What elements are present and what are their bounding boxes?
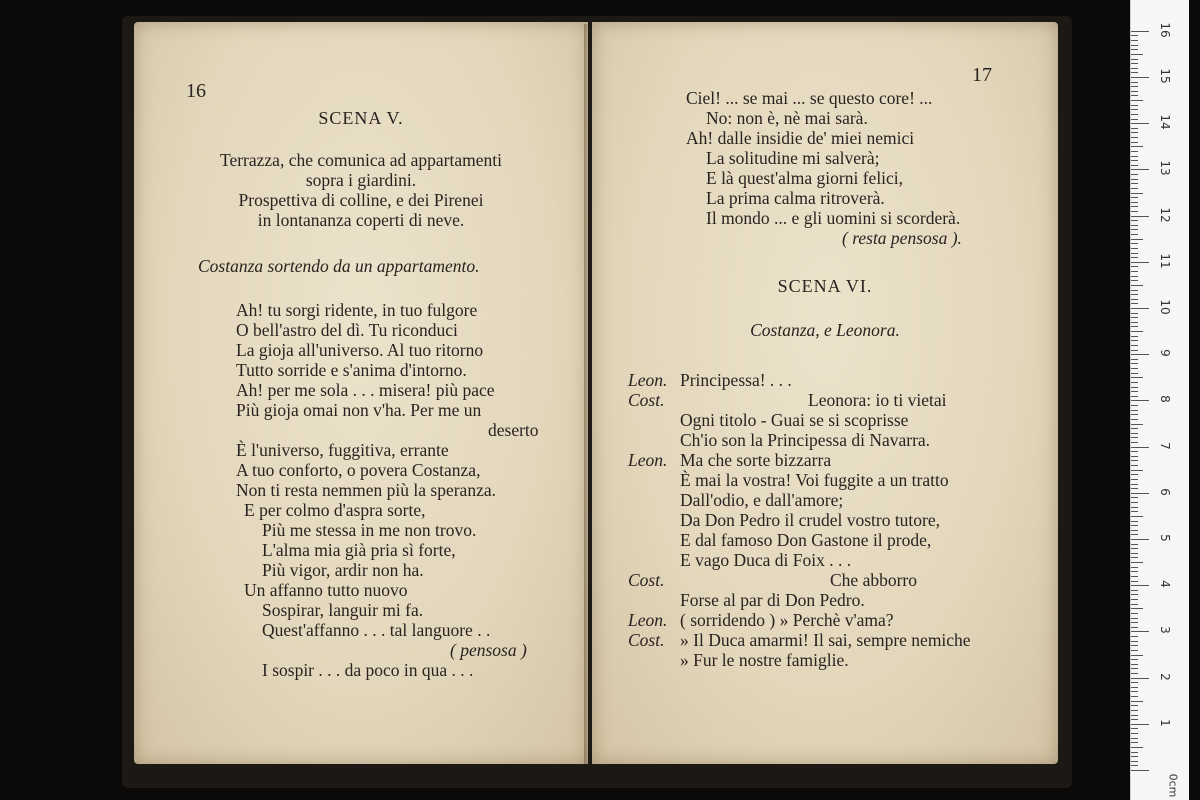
- ruler-tick: [1131, 497, 1138, 498]
- stage-direction: ( pensosa ): [450, 640, 527, 660]
- ruler-tick: [1131, 742, 1138, 743]
- ruler-tick: [1131, 363, 1138, 364]
- ruler-tick: [1131, 220, 1138, 221]
- page-number: 17: [972, 64, 992, 86]
- ruler-tick: [1131, 479, 1138, 480]
- ruler-tick: [1131, 109, 1138, 110]
- ruler-tick: [1131, 622, 1138, 623]
- ruler-tick: [1131, 428, 1138, 429]
- verse-line: E per colmo d'aspra sorte,: [244, 500, 426, 520]
- scene-characters: Costanza, e Leonora.: [750, 320, 900, 340]
- ruler-tick: [1131, 91, 1138, 92]
- verse-line: No: non è, nè mai sarà.: [706, 108, 868, 128]
- ruler-tick: [1131, 271, 1138, 272]
- ruler-tick: [1131, 590, 1138, 591]
- ruler-tick: [1131, 599, 1138, 600]
- verse-line: È l'universo, fuggitiva, errante: [236, 440, 449, 460]
- ruler-tick: [1131, 350, 1138, 351]
- verse-line: Più gioja omai non v'ha. Per me un: [236, 400, 482, 420]
- ruler-tick: [1131, 211, 1138, 212]
- ruler-tick: [1131, 137, 1138, 138]
- verse-line: Ah! per me sola . . . misera! più pace: [236, 380, 495, 400]
- verse-line: Più me stessa in me non trovo.: [262, 520, 477, 540]
- ruler-tick: [1131, 151, 1138, 152]
- ruler-tick: [1131, 738, 1138, 739]
- ruler-tick: [1131, 424, 1143, 425]
- ruler-tick: [1131, 567, 1138, 568]
- ruler-tick: [1131, 105, 1138, 106]
- ruler-tick: [1131, 359, 1138, 360]
- ruler-tick: [1131, 673, 1138, 674]
- ruler-tick: [1131, 451, 1138, 452]
- ruler-tick: [1131, 613, 1138, 614]
- ruler-tick: [1131, 604, 1138, 605]
- ruler-tick: [1131, 544, 1138, 545]
- setting-line: in lontananza coperti di neve.: [257, 210, 465, 230]
- ruler-tick: [1131, 188, 1138, 189]
- verse-line: I sospir . . . da poco in qua . . .: [262, 660, 474, 680]
- ruler-tick: [1131, 95, 1138, 96]
- ruler-number: 9: [1158, 349, 1172, 357]
- ruler-tick: [1131, 243, 1138, 244]
- ruler-tick: [1131, 525, 1138, 526]
- dialogue-line: ( sorridendo ) » Perchè v'ama?: [680, 610, 894, 630]
- ruler-tick: [1131, 756, 1138, 757]
- ruler-tick: [1131, 239, 1143, 240]
- ruler-tick: [1131, 68, 1138, 69]
- ruler-tick: [1131, 169, 1149, 170]
- speaker-label: Cost.: [628, 570, 665, 590]
- ruler-tick: [1131, 696, 1138, 697]
- ruler-tick: [1131, 691, 1138, 692]
- ruler-tick: [1131, 174, 1138, 175]
- ruler-tick: [1131, 710, 1138, 711]
- ruler-tick: [1131, 119, 1138, 120]
- ruler-tick: [1131, 86, 1138, 87]
- ruler-tick: [1131, 146, 1143, 147]
- ruler-tick: [1131, 618, 1138, 619]
- dialogue-line: Forse al par di Don Pedro.: [680, 590, 865, 610]
- ruler-tick: [1131, 470, 1143, 471]
- stage-direction: ( resta pensosa ).: [842, 228, 962, 248]
- ruler-tick: [1131, 488, 1138, 489]
- ruler-tick: [1131, 35, 1138, 36]
- ruler-tick: [1131, 645, 1138, 646]
- ruler-tick: [1131, 54, 1143, 55]
- ruler-number: 7: [1158, 441, 1172, 450]
- dialogue-line: » Fur le nostre famiglie.: [680, 650, 849, 670]
- speaker-label: Cost.: [628, 390, 665, 410]
- ruler-tick: [1131, 382, 1138, 383]
- verse-line: E là quest'alma giorni felici,: [706, 168, 904, 188]
- ruler-tick: [1131, 576, 1138, 577]
- ruler-tick: [1131, 465, 1138, 466]
- dialogue-line: Ch'io son la Principessa di Navarra.: [680, 430, 931, 450]
- ruler-tick: [1131, 456, 1138, 457]
- ruler-tick: [1131, 511, 1138, 512]
- dialogue-line: Dall'odio, e dall'amore;: [680, 490, 844, 510]
- ruler-tick: [1131, 594, 1138, 595]
- ruler-tick: [1131, 308, 1149, 309]
- setting-line: Terrazza, che comunica ad appartamenti: [219, 150, 502, 170]
- right-page: [592, 22, 1058, 764]
- ruler-tick: [1131, 705, 1138, 706]
- verse-line: L'alma mia già pria sì forte,: [262, 540, 456, 560]
- verse-line: A tuo conforto, o povera Costanza,: [236, 460, 481, 480]
- ruler-tick: [1131, 49, 1138, 50]
- ruler-tick: [1131, 655, 1143, 656]
- ruler-tick: [1131, 313, 1138, 314]
- ruler-tick: [1131, 728, 1138, 729]
- stage-direction: Costanza sortendo da un appartamento.: [198, 256, 480, 276]
- dialogue-line: Principessa! . . .: [680, 370, 792, 390]
- ruler-number: 12: [1158, 206, 1172, 223]
- ruler-tick: [1131, 45, 1138, 46]
- verse-line: La gioja all'universo. Al tuo ritorno: [236, 340, 484, 360]
- verse-line: Un affanno tutto nuovo: [244, 580, 408, 600]
- ruler-tick: [1131, 516, 1143, 517]
- ruler-tick: [1131, 225, 1138, 226]
- verse-line: Più vigor, ardir non ha.: [262, 560, 424, 580]
- ruler-tick: [1131, 701, 1143, 702]
- ruler-tick: [1131, 715, 1138, 716]
- speaker-label: Leon.: [628, 370, 668, 390]
- ruler-tick: [1131, 179, 1138, 180]
- verse-line: La solitudine mi salverà;: [706, 148, 880, 168]
- dialogue-line: Ma che sorte bizzarra: [680, 450, 832, 470]
- ruler-tick: [1131, 387, 1138, 388]
- ruler-number: 1: [1158, 718, 1172, 727]
- ruler-tick: [1131, 340, 1138, 341]
- setting-line: sopra i giardini.: [305, 170, 417, 190]
- ruler-tick: [1131, 664, 1138, 665]
- ruler-tick: [1131, 636, 1138, 637]
- ruler-tick: [1131, 100, 1143, 101]
- ruler-tick: [1131, 460, 1138, 461]
- ruler-tick: [1131, 733, 1138, 734]
- ruler-tick: [1131, 59, 1138, 60]
- verse-line: Sospirar, languir mi fa.: [262, 600, 424, 620]
- ruler-number: 3: [1158, 626, 1172, 635]
- ruler-tick: [1131, 414, 1138, 415]
- ruler-tick: [1131, 285, 1143, 286]
- verse-line: Ah! tu sorgi ridente, in tuo fulgore: [236, 300, 478, 320]
- ruler-tick: [1131, 336, 1138, 337]
- ruler-tick: [1131, 280, 1138, 281]
- verse-line: Ah! dalle insidie de' miei nemici: [686, 128, 915, 148]
- ruler-tick: [1131, 562, 1143, 563]
- ruler-tick: [1131, 391, 1138, 392]
- ruler-tick: [1131, 747, 1143, 748]
- ruler-tick: [1131, 248, 1138, 249]
- ruler-tick: [1131, 539, 1149, 540]
- ruler-tick: [1131, 719, 1138, 720]
- ruler-tick: [1131, 534, 1138, 535]
- dialogue-line: E vago Duca di Foix . . .: [680, 550, 852, 570]
- ruler-number: 4: [1158, 580, 1172, 588]
- ruler-tick: [1131, 266, 1138, 267]
- ruler-tick: [1131, 206, 1138, 207]
- ruler-tick: [1131, 641, 1138, 642]
- ruler-tick: [1131, 132, 1138, 133]
- ruler-tick: [1131, 530, 1138, 531]
- ruler-tick: [1131, 82, 1138, 83]
- ruler-tick: [1131, 77, 1149, 78]
- ruler-tick: [1131, 557, 1138, 558]
- ruler-tick: [1131, 354, 1149, 355]
- ruler-tick: [1131, 765, 1138, 766]
- ruler-tick: [1131, 202, 1138, 203]
- ruler-number: 14: [1158, 114, 1172, 130]
- measurement-ruler: [1130, 0, 1189, 800]
- ruler-tick: [1131, 502, 1138, 503]
- ruler-tick: [1131, 299, 1138, 300]
- ruler-tick: [1131, 229, 1138, 230]
- speaker-label: Cost.: [628, 630, 665, 650]
- dialogue-line: E dal famoso Don Gastone il prode,: [680, 530, 932, 550]
- speaker-label: Leon.: [628, 450, 668, 470]
- ruler-tick: [1131, 262, 1149, 263]
- ruler-tick: [1131, 521, 1138, 522]
- ruler-tick: [1131, 650, 1138, 651]
- ruler-tick: [1131, 257, 1138, 258]
- ruler-tick: [1131, 142, 1138, 143]
- ruler-number: 15: [1158, 68, 1172, 84]
- ruler-tick: [1131, 631, 1149, 632]
- ruler-unit-label: 0cm: [1166, 773, 1180, 798]
- ruler-tick: [1131, 668, 1138, 669]
- ruler-number: 13: [1158, 160, 1172, 177]
- dialogue-line: » Il Duca amarmi! Il sai, sempre nemiche: [680, 630, 971, 650]
- ruler-tick: [1131, 396, 1138, 397]
- ruler-number: 16: [1158, 22, 1172, 38]
- scene-title: SCENA VI.: [777, 276, 873, 296]
- ruler-tick: [1131, 724, 1149, 725]
- ruler-tick: [1131, 114, 1138, 115]
- dialogue-line: Da Don Pedro il crudel vostro tutore,: [680, 510, 941, 530]
- ruler-tick: [1131, 474, 1138, 475]
- ruler-tick: [1131, 507, 1138, 508]
- ruler-tick: [1131, 419, 1138, 420]
- verse-line: O bell'astro del dì. Tu riconduci: [236, 320, 458, 340]
- verse-line: deserto: [488, 420, 539, 440]
- ruler-tick: [1131, 442, 1138, 443]
- ruler-tick: [1131, 682, 1138, 683]
- ruler-tick: [1131, 253, 1138, 254]
- page-number: 16: [186, 80, 206, 102]
- ruler-tick: [1131, 326, 1138, 327]
- ruler-tick: [1131, 123, 1149, 124]
- speaker-label: Leon.: [628, 610, 668, 630]
- ruler-tick: [1131, 493, 1149, 494]
- verse-line: Non ti resta nemmen più la speranza.: [236, 480, 496, 500]
- ruler-tick: [1131, 276, 1138, 277]
- ruler-tick: [1131, 373, 1138, 374]
- ruler-tick: [1131, 770, 1149, 771]
- scene-title: SCENA V.: [318, 108, 404, 128]
- ruler-number: 10: [1158, 299, 1172, 315]
- verse-line: La prima calma ritroverà.: [706, 188, 885, 208]
- ruler-number: 2: [1158, 672, 1172, 681]
- ruler-number: 8: [1158, 395, 1172, 404]
- ruler-tick: [1131, 193, 1143, 194]
- ruler-number: 5: [1158, 534, 1172, 542]
- ruler-tick: [1131, 368, 1138, 369]
- ruler-tick: [1131, 687, 1138, 688]
- ruler-tick: [1131, 322, 1138, 323]
- ruler-tick: [1131, 437, 1138, 438]
- ruler-tick: [1131, 234, 1138, 235]
- ruler-tick: [1131, 156, 1138, 157]
- ruler-tick: [1131, 585, 1149, 586]
- ruler-tick: [1131, 303, 1138, 304]
- setting-line: Prospettiva di colline, e dei Pirenei: [238, 190, 484, 210]
- verse-line: Quest'affanno . . . tal languore . .: [262, 620, 491, 640]
- ruler-tick: [1131, 752, 1138, 753]
- ruler-tick: [1131, 40, 1138, 41]
- dialogue-line: È mai la vostra! Voi fuggite a un tratto: [680, 470, 949, 490]
- ruler-tick: [1131, 160, 1138, 161]
- ruler-tick: [1131, 678, 1149, 679]
- ruler-tick: [1131, 553, 1138, 554]
- ruler-tick: [1131, 433, 1138, 434]
- ruler-tick: [1131, 410, 1138, 411]
- dialogue-line: Leonora: io ti vietai: [808, 390, 947, 410]
- ruler-number: 11: [1158, 253, 1172, 269]
- ruler-tick: [1131, 197, 1138, 198]
- ruler-tick: [1131, 290, 1138, 291]
- ruler-tick: [1131, 31, 1149, 32]
- verse-line: Ciel! ... se mai ... se questo core! ...: [686, 88, 933, 108]
- dialogue-line: Ogni titolo - Guai se si scoprisse: [680, 410, 909, 430]
- ruler-tick: [1131, 317, 1138, 318]
- ruler-number: 6: [1158, 487, 1172, 496]
- ruler-tick: [1131, 377, 1143, 378]
- ruler-tick: [1131, 128, 1138, 129]
- ruler-tick: [1131, 294, 1138, 295]
- dialogue-line: Che abborro: [830, 570, 917, 590]
- ruler-tick: [1131, 548, 1138, 549]
- ruler-tick: [1131, 72, 1138, 73]
- ruler-tick: [1131, 345, 1138, 346]
- ruler-tick: [1131, 63, 1138, 64]
- ruler-tick: [1131, 659, 1138, 660]
- verse-line: Il mondo ... e gli uomini si scorderà.: [706, 208, 961, 228]
- ruler-tick: [1131, 165, 1138, 166]
- ruler-tick: [1131, 216, 1149, 217]
- ruler-tick: [1131, 405, 1138, 406]
- ruler-tick: [1131, 608, 1143, 609]
- ruler-tick: [1131, 331, 1143, 332]
- verse-line: Tutto sorride e s'anima d'intorno.: [236, 360, 467, 380]
- ruler-tick: [1131, 447, 1149, 448]
- ruler-tick: [1131, 627, 1138, 628]
- left-page: [134, 22, 588, 764]
- ruler-tick: [1131, 581, 1138, 582]
- ruler-tick: [1131, 571, 1138, 572]
- ruler-tick: [1131, 484, 1138, 485]
- ruler-tick: [1131, 400, 1149, 401]
- ruler-tick: [1131, 761, 1138, 762]
- ruler-tick: [1131, 183, 1138, 184]
